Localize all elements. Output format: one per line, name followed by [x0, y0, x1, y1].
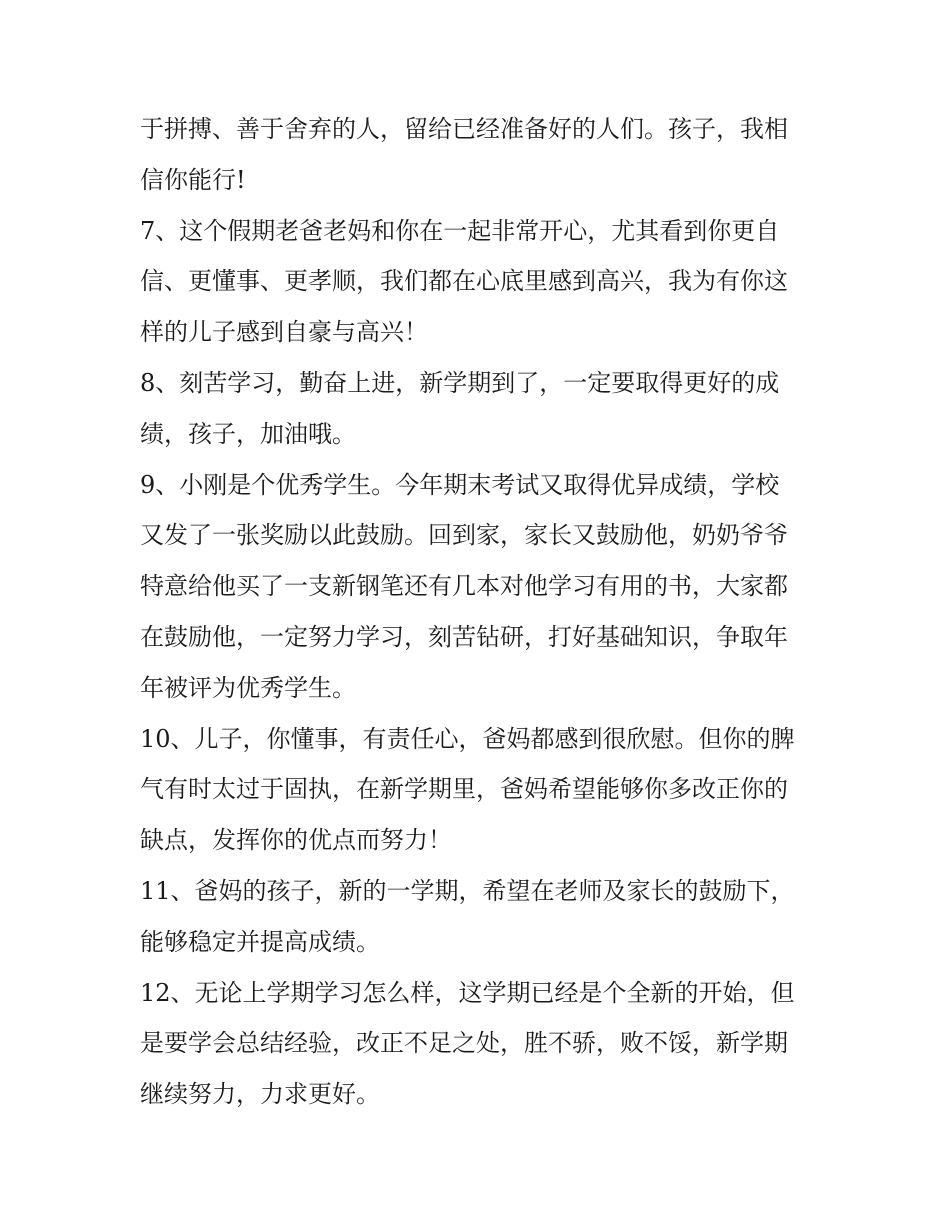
text-line: 年被评为优秀学生。: [140, 673, 356, 702]
paragraph-item-8: [140, 358, 820, 460]
text-line: 11、爸妈的孩子，新的一学期，希望在老师及家长的鼓励下，: [140, 876, 795, 905]
paragraph-item-10: [140, 714, 820, 866]
text-line: 8、刻苦学习，勤奋上进，新学期到了，一定要取得更好的成: [140, 368, 780, 397]
text-line: 是要学会总结经验，改正不足之处，胜不骄，败不馁，新学期: [140, 1029, 788, 1058]
text-line: 绩，孩子，加油哦。: [140, 419, 356, 448]
text-line: 缺点，发挥你的优点而努力！: [140, 826, 452, 855]
text-line: 继续努力，力求更好。: [140, 1080, 380, 1109]
paragraph-item-7: [140, 206, 820, 358]
text-line: 12、无论上学期学习怎么样，这学期已经是个全新的开始，但: [140, 978, 795, 1007]
text-line: 7、这个假期老爸老妈和你在一起非常开心，尤其看到你更自: [140, 216, 780, 245]
paragraph-continued: [140, 104, 820, 206]
text-line: 9、小刚是个优秀学生。今年期末考试又取得优异成绩，学校: [140, 470, 780, 499]
text-line: 信你能行!: [140, 165, 246, 194]
paragraph-item-12: [140, 968, 820, 1120]
paragraph-item-9: [140, 460, 820, 714]
text-line: 特意给他买了一支新钢笔还有几本对他学习有用的书，大家都: [140, 572, 788, 601]
text-line: 又发了一张奖励以此鼓励。回到家，家长又鼓励他，奶奶爷爷: [140, 521, 788, 550]
text-line: 于拼搏、善于舍弃的人，留给已经准备好的人们。孩子，我相: [140, 115, 788, 143]
paragraph-item-11: [140, 866, 820, 968]
text-line: 气有时太过于固执，在新学期里，爸妈希望能够你多改正你的: [140, 775, 788, 804]
text-line: 信、更懂事、更孝顺，我们都在心底里感到高兴，我为有你这: [140, 267, 788, 296]
text-line: 10、儿子，你懂事，有责任心，爸妈都感到很欣慰。但你的脾: [140, 724, 795, 753]
document-body: [140, 104, 820, 1120]
text-line: 在鼓励他，一定努力学习，刻苦钻研，打好基础知识，争取年: [140, 622, 788, 651]
text-line: 能够稳定并提高成绩。: [140, 927, 380, 956]
text-line: 样的儿子感到自豪与高兴！: [140, 318, 428, 347]
